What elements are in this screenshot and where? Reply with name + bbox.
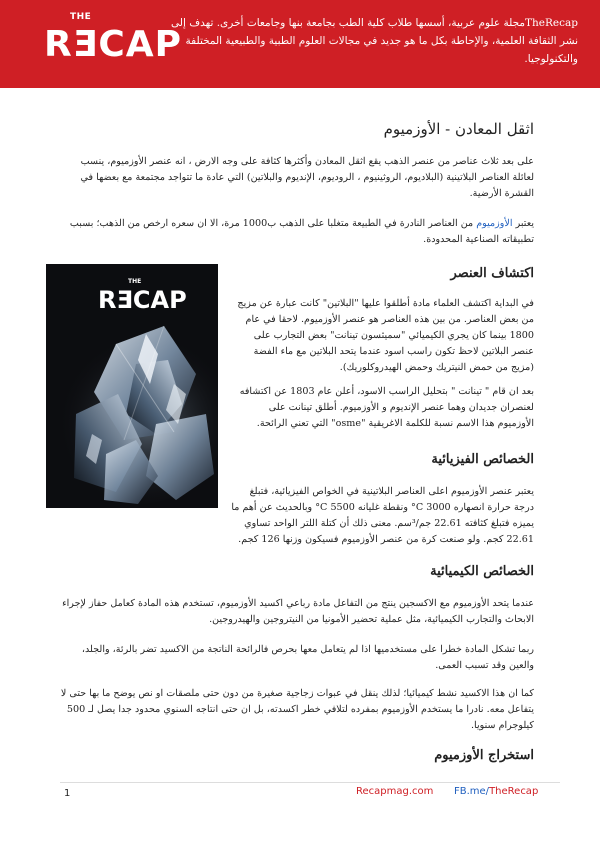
logo-the: THE: [70, 12, 92, 22]
chemical-paragraph-3: كما ان هذا الاكسيد نشط كيميائيا؛ لذلك ينقل في عبوات زجاجية صغيرة من دون حتى ملصقات او نص يوضح ما بها حتى لا يتفاعل معه. نادرا ما يستخدم الأوزميوم بمفرده لتلافي خطر اكسدته، بل ان حتى انتاجه السنوي محدود جدا يصل لـ 500 كيلوجرام سنويا.: [60, 688, 534, 731]
discovery-heading: اكتشاف العنصر: [450, 266, 534, 281]
chemical-heading: الخصائص الكيميائية: [430, 564, 534, 579]
physical-heading: الخصائص الفيزيائية: [431, 452, 534, 467]
facebook-name: TheRecap: [489, 786, 539, 797]
logo-word: RƎCAP: [44, 24, 182, 65]
intro-text-pre: يعتبر: [512, 218, 534, 229]
extraction-heading: استخراج الأوزميوم: [434, 748, 534, 763]
intro-text-post: من العناصر النادرة في الطبيعة متغلبا على الذهب ب1000 مرة، الا ان سعره ارخص من الذهب؛ بسبب تطبيقاته الصناعية المحدودة.: [69, 218, 534, 245]
discovery-paragraph-1: في البداية اكتشف العلماء مادة أطلقوا عليها "البلاتين" كانت عبارة عن مزيج من بعض العناصر. من بين هذه العناصر هو عنصر الأوزميوم. لاحقا في عام 1800 بينما كان يجري الكيميائي "سميثسون تينانت" بعض التجارب على عنصر البلاتين لاحظ تكون راسب اسود عندما يتحد البلاتين مع ماء الفضة (مزيج من حمض النيتريك وحمض الهيدروكلوريك).: [237, 298, 534, 373]
photo-logo-the: THE: [128, 278, 142, 285]
page-title: اثقل المعادن - الأوزميوم: [383, 120, 534, 138]
osmium-crystal-photo: [46, 264, 218, 508]
magazine-intro: TheRecapمجلة علوم عربية، أسسها طلاب كلية الطب بجامعة بنها وجامعات أخرى. تهدف إلى نشر الثقافة العلمية، والإحاطة بكل ما هو جديد في مجالات العلوم الطبية والطبيعية المختلفة والتكنولوجيا.: [171, 17, 578, 65]
chemical-paragraph-1: عندما يتحد الأوزميوم مع الاكسجين ينتج من التفاعل مادة رباعي اكسيد الأوزميوم، تستخدم هذه المادة كعامل حفاز لإجراء الابحاث والتجارب الكيميائية، مثل عملية تحضير الأمونيا من النيتروجين والهيدروجين.: [62, 598, 534, 625]
intro-paragraph-2: [62, 216, 534, 248]
photo-logo-word: RƎCAP: [98, 286, 187, 314]
facebook-prefix: FB.me/: [454, 786, 490, 797]
chemical-paragraph-2: ربما تشكل المادة خطرا على مستخدميها اذا لم يتعامل معها بحرص فالرائحة الناتجة من الاكسيد تضر بالرئة، والجلد، والعين وقد تسبب العمى.: [81, 644, 534, 671]
discovery-paragraph-2: بعد ان قام " تينانت " بتحليل الراسب الاسود، أعلن عام 1803 عن اكتشافه لعنصران جديدان وهما عنصر الإنديوم و الأوزميوم. أطلق تينانت على الأوزميوم هذا الاسم نسبة للكلمة الاغريقية "osme" التي تعني الرائحة.: [239, 386, 534, 429]
page-number: 1: [64, 788, 71, 799]
header-banner: [0, 0, 600, 88]
intro-paragraph-1: على بعد ثلاث عناصر من عنصر الذهب يقع اثقل المعادن وأكثرها كثافة على وجه الارض ، انه عنصر الأوزميوم، ينسب لعائلة العناصر البلاتينية (البلاديوم، الروثينيوم ، الروديوم، الإنديوم والبلاتين) التي عادة ما تتواجد مجتمعة مع بعضها في القشرة الأرضية.: [80, 156, 534, 199]
osmium-link[interactable]: الأوزميوم: [476, 218, 513, 229]
recap-logo: [44, 12, 182, 74]
facebook-link[interactable]: [454, 786, 538, 797]
physical-paragraph: يعتبر عنصر الأوزميوم اعلى العناصر البلاتينية في الخواص الفيزيائية، فتبلغ درجة حرارة انصهاره 3000 C° ونقطة غليانه 5500 C° وبالحديث عن أهم ما يميزه فتبلغ كثافته 22.61 جم/³سم. معنى ذلك أن كتلة اللتر الواحد تساوي 22.61 كجم. ولو صنعت كرة من عنصر الأوزميوم فسيكون وزنها 126 كجم.: [231, 486, 534, 545]
website-link[interactable]: Recapmag.com: [356, 786, 434, 797]
footer-divider: [60, 782, 560, 783]
